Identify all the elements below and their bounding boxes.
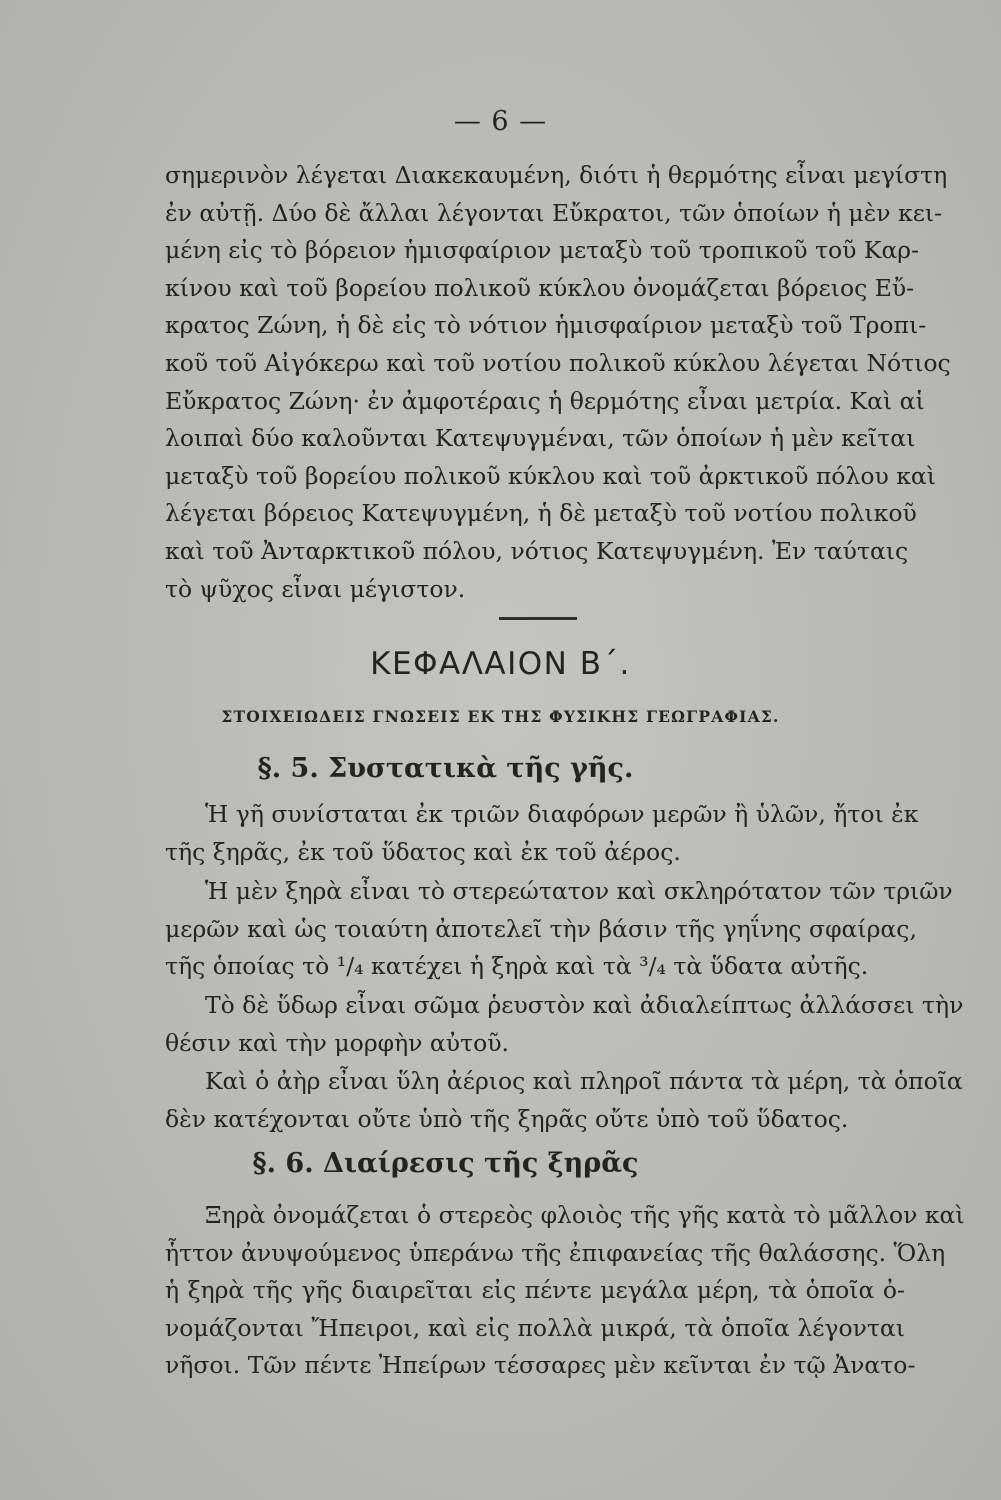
- text-line: Εὔκρατος Ζώνη· ἐν ἀμφοτέραις ἡ θερμότης εἶναι μετρία. Καὶ αἱ: [165, 386, 925, 415]
- paragraph-earth-composition: [165, 796, 919, 871]
- text-line: ἐν αὐτῇ. Δύο δὲ ἄλλαι λέγονται Εὔκρατοι, τῶν ὁποίων ἡ μὲν κει-: [165, 198, 943, 227]
- page-number: — 6 —: [453, 106, 548, 137]
- text-line: ἧττον ἀνυψούμενος ὑπεράνω τῆς ἐπιφανείας τῆς θαλάσσης. Ὅλη: [165, 1238, 946, 1267]
- section-heading-5: §. 5. Συστατικὰ τῆς γῆς.: [257, 753, 634, 784]
- paragraph-water: [165, 987, 964, 1062]
- text-line: τῆς ξηρᾶς, ἐκ τοῦ ὕδατος καὶ ἐκ τοῦ ἀέρος.: [165, 837, 681, 866]
- text-line: δὲν κατέχονται οὔτε ὑπὸ τῆς ξηρᾶς οὔτε ὑπὸ τοῦ ὕδατος.: [165, 1104, 849, 1133]
- paragraph-land: [165, 873, 953, 986]
- text-line: τὸ ψῦχος εἶναι μέγιστον.: [165, 574, 466, 603]
- text-line: Καὶ ὁ ἀὴρ εἶναι ὕλη ἀέριος καὶ πληροῖ πάντα τὰ μέρη, τὰ ὁποῖα: [205, 1067, 963, 1095]
- text-line: κίνου καὶ τοῦ βορείου πολικοῦ κύκλου ὀνομάζεται βόρειος Εὔ-: [165, 273, 915, 302]
- text-line: μεταξὺ τοῦ βορείου πολικοῦ κύκλου καὶ τοῦ ἀρκτικοῦ πόλου καὶ: [165, 461, 937, 490]
- text-line: Ξηρὰ ὀνομάζεται ὁ στερεὸς φλοιὸς τῆς γῆς κατὰ τὸ μᾶλλον καὶ: [205, 1201, 965, 1229]
- text-line: Ἡ μὲν ξηρὰ εἶναι τὸ στερεώτατον καὶ σκληρότατον τῶν τριῶν: [205, 877, 953, 905]
- paragraph-climate-zones: [165, 157, 951, 608]
- section-heading-6: §. 6. Διαίρεσις τῆς ξηρᾶς: [252, 1148, 639, 1179]
- chapter-subtitle: ΣΤΟΙΧΕΙΩΔΕΙΣ ΓΝΩΣΕΙΣ ΕΚ ΤΗΣ ΦΥΣΙΚΗΣ ΓΕΩΓΡΑΦΙΑΣ.: [221, 707, 780, 726]
- text-line: κρατος Ζώνη, ἡ δὲ εἰς τὸ νότιον ἡμισφαίριον μεταξὺ τοῦ Τροπι-: [165, 311, 927, 340]
- text-line: θέσιν καὶ τὴν μορφὴν αὐτοῦ.: [165, 1028, 509, 1057]
- text-line: ἡ ξηρὰ τῆς γῆς διαιρεῖται εἰς πέντε μεγάλα μέρη, τὰ ὁποῖα ὀ-: [165, 1276, 905, 1305]
- text-line: νῆσοι. Τῶν πέντε Ἠπείρων τέσσαρες μὲν κεῖνται ἐν τῷ Ἀνατο-: [165, 1351, 916, 1380]
- paragraph-air: [165, 1063, 963, 1138]
- text-line: Τὸ δὲ ὕδωρ εἶναι σῶμα ῥευστὸν καὶ ἀδιαλείπτως ἀλλάσσει τὴν: [205, 991, 964, 1019]
- text-line: καὶ τοῦ Ἀνταρκτικοῦ πόλου, νότιος Κατεψυγμένη. Ἐν ταύταις: [165, 536, 909, 565]
- text-line: μένη εἰς τὸ βόρειον ἡμισφαίριον μεταξὺ τοῦ τροπικοῦ τοῦ Καρ-: [165, 236, 920, 265]
- text-line: τῆς ὁποίας τὸ ¹/₄ κατέχει ἡ ξηρὰ καὶ τὰ ³/₄ τὰ ὕδατα αὐτῆς.: [165, 952, 869, 981]
- section-divider-rule: [499, 617, 577, 620]
- text-line: κοῦ τοῦ Αἰγόκερω καὶ τοῦ νοτίου πολικοῦ κύκλου λέγεται Νότιος: [165, 348, 951, 377]
- text-line: Ἡ γῆ συνίσταται ἐκ τριῶν διαφόρων μερῶν ἢ ὑλῶν, ἤτοι ἐκ: [205, 800, 919, 828]
- text-line: μερῶν καὶ ὡς τοιαύτη ἀποτελεῖ τὴν βάσιν τῆς γηΐνης σφαίρας,: [165, 914, 917, 943]
- text-line: λέγεται βόρειος Κατεψυγμένη, ἡ δὲ μεταξὺ τοῦ νοτίου πολικοῦ: [165, 499, 917, 528]
- text-line: λοιπαὶ δύο καλοῦνται Κατεψυγμέναι, τῶν ὁποίων ἡ μὲν κεῖται: [165, 424, 916, 453]
- text-line: σημερινὸν λέγεται Διακεκαυμένη, διότι ἡ θερμότης εἶναι μεγίστη: [165, 161, 948, 189]
- text-line: νομάζονται Ἤπειροι, καὶ εἰς πολλὰ μικρά, τὰ ὁποῖα λέγονται: [165, 1313, 905, 1342]
- chapter-title: ΚΕΦΑΛΑΙΟΝ Β΄.: [370, 646, 631, 682]
- paragraph-land-division: [165, 1197, 965, 1385]
